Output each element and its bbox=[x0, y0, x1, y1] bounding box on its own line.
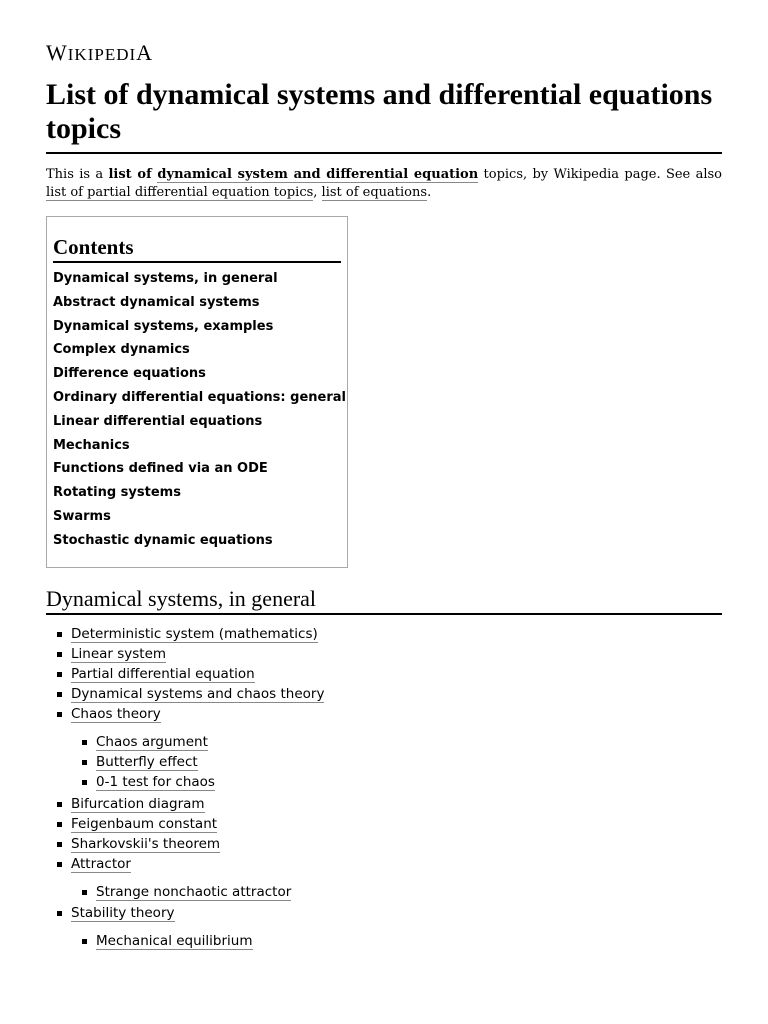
topic-link[interactable]: Strange nonchaotic attractor bbox=[96, 884, 292, 900]
list-item bbox=[96, 753, 198, 771]
topic-link[interactable]: Feigenbaum constant bbox=[71, 816, 218, 832]
list-item bbox=[96, 773, 215, 791]
bullet-icon bbox=[82, 939, 87, 944]
list-item bbox=[71, 904, 175, 922]
wordmark-middle: IKIPEDI bbox=[67, 45, 137, 64]
toc-item[interactable]: Dynamical systems, examples bbox=[53, 318, 274, 334]
list-item bbox=[71, 705, 161, 723]
bullet-icon bbox=[57, 712, 62, 717]
bullet-icon bbox=[57, 652, 62, 657]
topic-link[interactable]: 0-1 test for chaos bbox=[96, 774, 215, 790]
toc-item[interactable]: Complex dynamics bbox=[53, 342, 190, 358]
intro-text-1: This is a bbox=[46, 167, 109, 182]
topic-link[interactable]: Deterministic system (mathematics) bbox=[71, 626, 318, 642]
list-item bbox=[71, 795, 205, 813]
toc-item[interactable]: Dynamical systems, in general bbox=[53, 271, 278, 286]
topic-link[interactable]: Dynamical systems and chaos theory bbox=[71, 686, 325, 702]
list-item bbox=[96, 733, 208, 751]
topic-link[interactable]: Mechanical equilibrium bbox=[96, 933, 253, 949]
topic-link[interactable]: Partial differential equation bbox=[71, 666, 255, 682]
intro-bold-text: list of bbox=[108, 167, 158, 182]
toc-title: Contents bbox=[53, 233, 341, 263]
toc-item[interactable]: Stochastic dynamic equations bbox=[53, 532, 273, 548]
topic-link[interactable]: Bifurcation diagram bbox=[71, 796, 205, 812]
bullet-icon bbox=[57, 842, 62, 847]
bullet-icon bbox=[57, 862, 62, 867]
list-item bbox=[71, 855, 131, 873]
toc-item[interactable]: Rotating systems bbox=[53, 485, 181, 501]
list-item bbox=[71, 665, 255, 683]
equations-list-link[interactable]: list of equations bbox=[321, 185, 428, 200]
toc-item[interactable]: Abstract dynamical systems bbox=[53, 294, 260, 310]
list-item bbox=[71, 625, 318, 643]
toc-item[interactable]: Functions defined via an ODE bbox=[53, 461, 268, 477]
topic-link[interactable]: Sharkovskii's theorem bbox=[71, 836, 221, 852]
topic-link[interactable]: Linear system bbox=[71, 646, 167, 662]
toc-item[interactable]: Linear differential equations bbox=[53, 413, 263, 429]
dynamical-system-link[interactable]: dynamical system and differential equation bbox=[157, 167, 479, 182]
bullet-icon bbox=[57, 802, 62, 807]
intro-text-2: topics, by Wikipedia page. See also bbox=[478, 167, 722, 182]
topic-link[interactable]: Attractor bbox=[71, 856, 131, 872]
list-item bbox=[96, 932, 253, 950]
toc-item[interactable]: Ordinary differential equations: general bbox=[53, 389, 346, 405]
intro-paragraph bbox=[46, 166, 722, 202]
section-heading: Dynamical systems, in general bbox=[46, 585, 722, 615]
bullet-icon bbox=[82, 890, 87, 895]
bullet-icon bbox=[57, 632, 62, 637]
bullet-icon bbox=[82, 780, 87, 785]
table-of-contents bbox=[46, 216, 348, 568]
topic-link[interactable]: Butterfly effect bbox=[96, 754, 198, 770]
toc-list bbox=[53, 267, 346, 553]
list-item bbox=[71, 835, 220, 853]
list-item bbox=[71, 645, 166, 663]
wordmark-initial: W bbox=[46, 40, 68, 65]
wordmark-final: A bbox=[136, 40, 154, 65]
toc-item[interactable]: Mechanics bbox=[53, 437, 130, 453]
bullet-icon bbox=[57, 672, 62, 677]
topic-link[interactable]: Chaos argument bbox=[96, 734, 208, 750]
list-item bbox=[71, 685, 324, 703]
bullet-icon bbox=[82, 760, 87, 765]
bullet-icon bbox=[57, 692, 62, 697]
list-item bbox=[96, 883, 291, 901]
list-item bbox=[71, 815, 217, 833]
intro-text-3: , bbox=[313, 185, 322, 200]
toc-item[interactable]: Swarms bbox=[53, 508, 111, 524]
bullet-icon bbox=[57, 822, 62, 827]
topic-link[interactable]: Chaos theory bbox=[71, 706, 161, 722]
bullet-icon bbox=[82, 740, 87, 745]
intro-text-4: . bbox=[427, 185, 432, 200]
bullet-icon bbox=[57, 911, 62, 916]
topic-link[interactable]: Stability theory bbox=[71, 905, 175, 921]
pde-topics-link[interactable]: list of partial differential equation topics bbox=[46, 185, 314, 200]
page-title: List of dynamical systems and differential equations topics bbox=[46, 78, 722, 154]
wikipedia-wordmark[interactable] bbox=[46, 40, 153, 66]
toc-item[interactable]: Difference equations bbox=[53, 366, 206, 382]
